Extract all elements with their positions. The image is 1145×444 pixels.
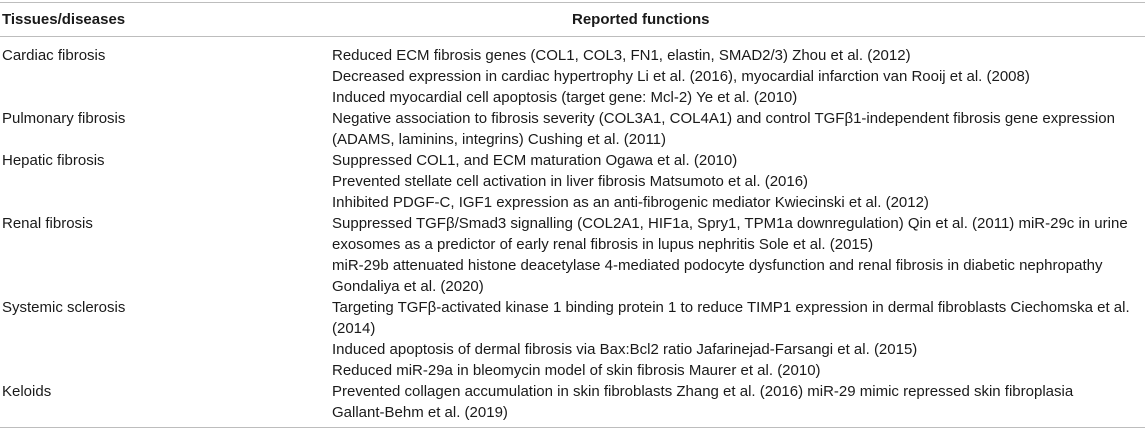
tissue-cell: Systemic sclerosis bbox=[2, 299, 126, 316]
function-text-line: Targeting TGFβ-activated kinase 1 binding protein 1 to reduce TIMP1 expression in dermal fibroblasts Ciechomska et al. bbox=[332, 299, 1130, 316]
header-tissues-diseases: Tissues/diseases bbox=[2, 11, 126, 28]
function-text-line: Induced apoptosis of dermal fibrosis via Bax:Bcl2 ratio Jafarinejad-Farsangi et al. (2015) bbox=[332, 341, 918, 358]
functions-cell bbox=[332, 108, 1144, 150]
functions-cell bbox=[332, 297, 1144, 381]
table-row bbox=[0, 213, 1145, 297]
function-text-line: Suppressed TGFβ/Smad3 signalling (COL2A1, HIF1a, Spry1, TPM1a downregulation) Qin et al. (2011) miR-29c in urine bbox=[332, 215, 1128, 232]
function-text-line: Reduced miR-29a in bleomycin model of skin fibrosis Maurer et al. (2010) bbox=[332, 362, 821, 379]
function-text-line: Inhibited PDGF-C, IGF1 expression as an anti-fibrogenic mediator Kwiecinski et al. (2012) bbox=[332, 194, 929, 211]
function-text-line: Induced myocardial cell apoptosis (target gene: Mcl-2) Ye et al. (2010) bbox=[332, 89, 798, 106]
table-row bbox=[0, 45, 1145, 108]
tissue-cell: Cardiac fibrosis bbox=[2, 47, 106, 64]
table-row bbox=[0, 150, 1145, 213]
function-text-line: miR-29b attenuated histone deacetylase 4-mediated podocyte dysfunction and renal fibrosis in diabetic nephropathy bbox=[332, 257, 1103, 274]
function-text-line: Reduced ECM fibrosis genes (COL1, COL3, FN1, elastin, SMAD2/3) Zhou et al. (2012) bbox=[332, 47, 911, 64]
tissue-cell: Keloids bbox=[2, 383, 52, 400]
tissue-cell: Renal fibrosis bbox=[2, 215, 93, 232]
table-header bbox=[0, 3, 1145, 37]
tissue-cell: Pulmonary fibrosis bbox=[2, 110, 126, 127]
functions-cell bbox=[332, 213, 1144, 297]
table-row bbox=[0, 297, 1145, 381]
tissue-cell: Hepatic fibrosis bbox=[2, 152, 105, 169]
function-text-line: Negative association to fibrosis severity (COL3A1, COL4A1) and control TGFβ1-independent fibrosis gene expression bbox=[332, 110, 1115, 127]
header-reported-functions: Reported functions bbox=[572, 11, 710, 28]
function-text-line: Prevented stellate cell activation in liver fibrosis Matsumoto et al. (2016) bbox=[332, 173, 809, 190]
function-text-line: Prevented collagen accumulation in skin fibroblasts Zhang et al. (2016) miR-29 mimic repressed skin fibroplasia bbox=[332, 383, 1074, 400]
function-text-line: exosomes as a predictor of early renal fibrosis in lupus nephritis Sole et al. (2015) bbox=[332, 236, 874, 253]
table-row bbox=[0, 381, 1145, 423]
function-text-line: Gondaliya et al. (2020) bbox=[332, 278, 484, 295]
table-row bbox=[0, 108, 1145, 150]
function-text-line: Gallant-Behm et al. (2019) bbox=[332, 404, 508, 421]
functions-cell bbox=[332, 381, 1144, 423]
function-text-line: Decreased expression in cardiac hypertrophy Li et al. (2016), myocardial infarction van Rooij et al. (2008) bbox=[332, 68, 1030, 85]
functions-cell bbox=[332, 45, 1144, 108]
table-bottom-rule bbox=[0, 427, 1145, 428]
functions-cell bbox=[332, 150, 1144, 213]
function-text-line: (ADAMS, laminins, integrins) Cushing et al. (2011) bbox=[332, 131, 667, 148]
table-body bbox=[0, 37, 1145, 423]
function-text-line: Suppressed COL1, and ECM maturation Ogawa et al. (2010) bbox=[332, 152, 738, 169]
function-text-line: (2014) bbox=[332, 320, 376, 337]
